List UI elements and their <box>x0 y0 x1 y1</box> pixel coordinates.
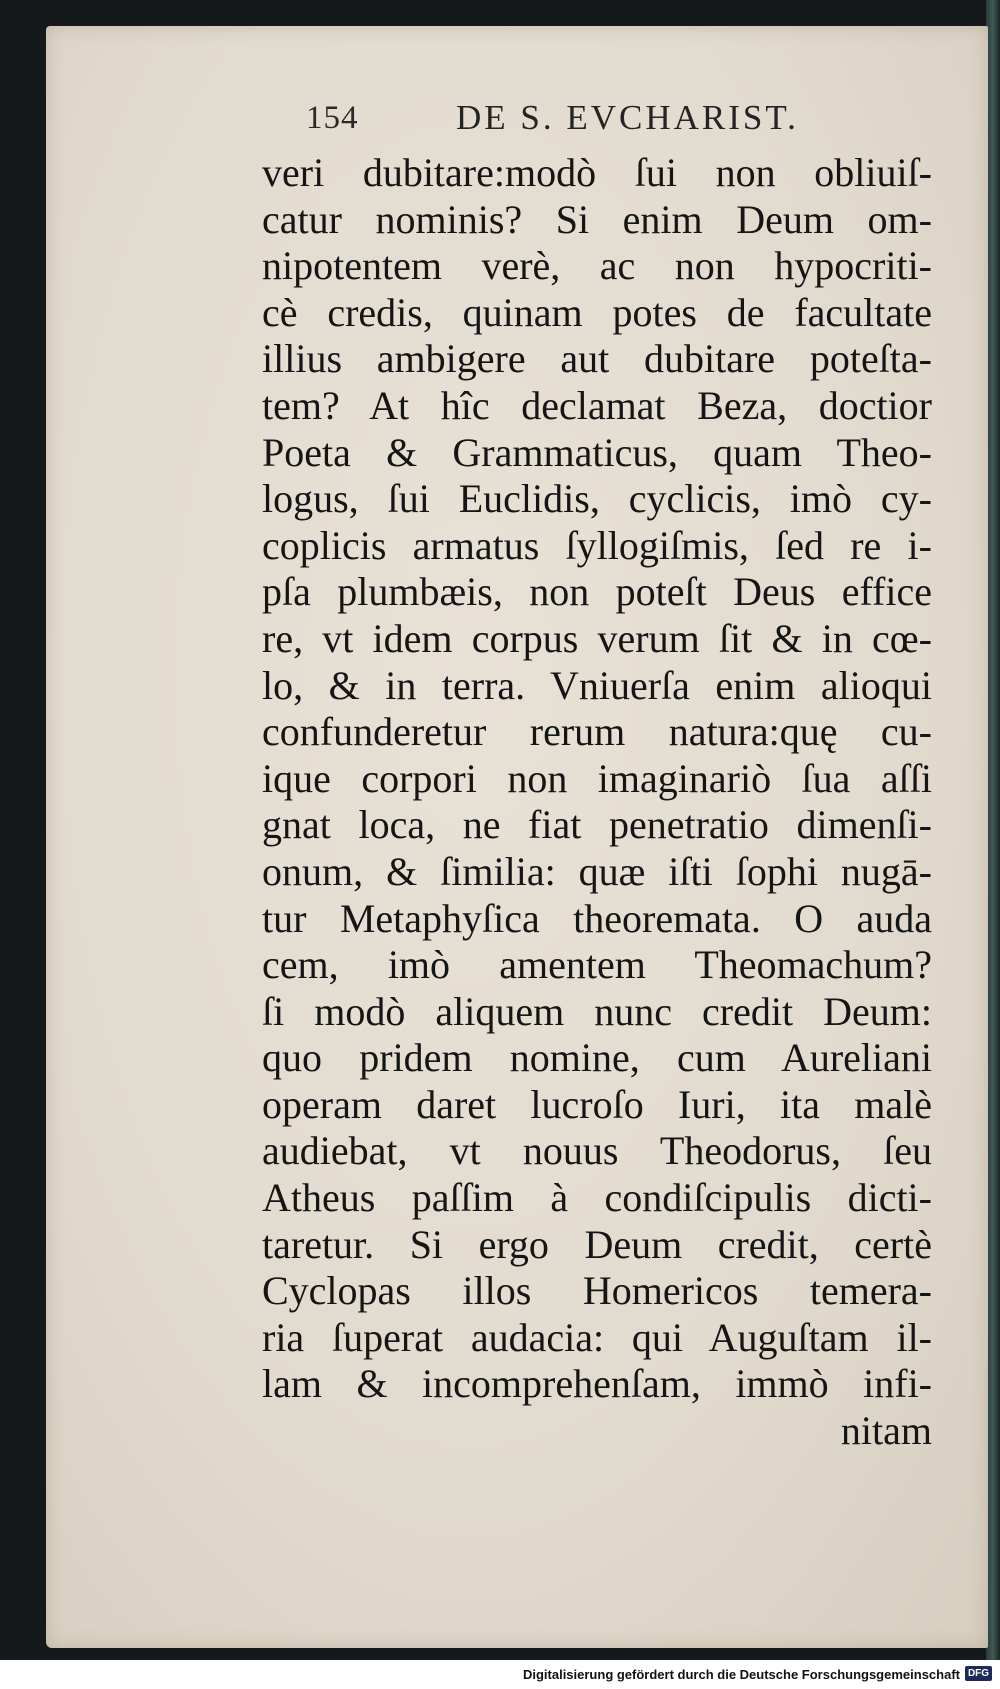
text-line: cè credis, quinam potes de facultate <box>262 289 932 335</box>
body-text <box>262 150 932 1455</box>
page-number: 154 <box>306 100 359 136</box>
text-line: veri dubitare:modò ſui non obliuiſ- <box>262 150 932 195</box>
text-line: tur Metaphyſica theoremata. O auda <box>262 895 932 941</box>
text-line: Poeta & Grammaticus, quam Theo- <box>262 429 932 475</box>
text-line: gnat loca, ne fiat penetratio dimenſi- <box>262 802 932 848</box>
text-line: nipotentem verè, ac non hypocriti- <box>262 243 932 289</box>
text-line: operam daret lucroſo Iuri, ita malè <box>262 1081 932 1127</box>
text-line: logus, ſui Euclidis, cyclicis, imò cy- <box>262 476 932 522</box>
text-line: tem? At hîc declamat Beza, doctior <box>262 382 932 428</box>
running-head: DE S. EVCHARIST. <box>456 98 799 137</box>
text-line: catur nominis? Si enim Deum om- <box>262 196 932 242</box>
text-line: coplicis armatus ſyllogiſmis, ſed re i- <box>262 522 932 568</box>
text-line: re, vt idem corpus verum ſit & in cœ- <box>262 615 932 661</box>
text-line: quo pridem nomine, cum Aureliani <box>262 1035 932 1081</box>
text-line: onum, & ſimilia: quæ iſti ſophi nugā- <box>262 848 932 894</box>
footer-bar <box>0 1660 1000 1689</box>
text-line: confunderetur rerum natura:quę cu- <box>262 709 932 755</box>
text-line: cem, imò amentem Theomachum? <box>262 942 932 988</box>
text-line: ſi modò aliquem nunc credit Deum: <box>262 988 932 1034</box>
text-line: audiebat, vt nouus Theodorus, ſeu <box>262 1128 932 1174</box>
text-line: ria ſuperat audacia: qui Auguſtam il- <box>262 1314 932 1360</box>
text-line: Atheus paſſim à condiſcipulis dicti- <box>262 1175 932 1221</box>
text-line: pſa plumbæis, non poteſt Deus effice <box>262 569 932 615</box>
page-header <box>46 90 988 150</box>
text-line: ique corpori non imaginariò ſua aſſi <box>262 755 932 801</box>
book-page <box>46 26 988 1648</box>
book-spine-edge <box>986 0 1000 1660</box>
text-line: lam & incomprehenſam, immò infi- <box>262 1361 932 1407</box>
dfg-logo: DFG <box>965 1666 992 1681</box>
catchword: nitam <box>840 1408 932 1454</box>
funding-credit: Digitalisierung gefördert durch die Deutsche Forschungsgemeinschaft <box>522 1667 960 1682</box>
text-line: illius ambigere aut dubitare poteſta- <box>262 336 932 382</box>
text-line: Cyclopas illos Homericos temera- <box>262 1268 932 1314</box>
text-line: taretur. Si ergo Deum credit, certè <box>262 1221 932 1267</box>
text-line: lo, & in terra. Vniuerſa enim alioqui <box>262 662 932 708</box>
